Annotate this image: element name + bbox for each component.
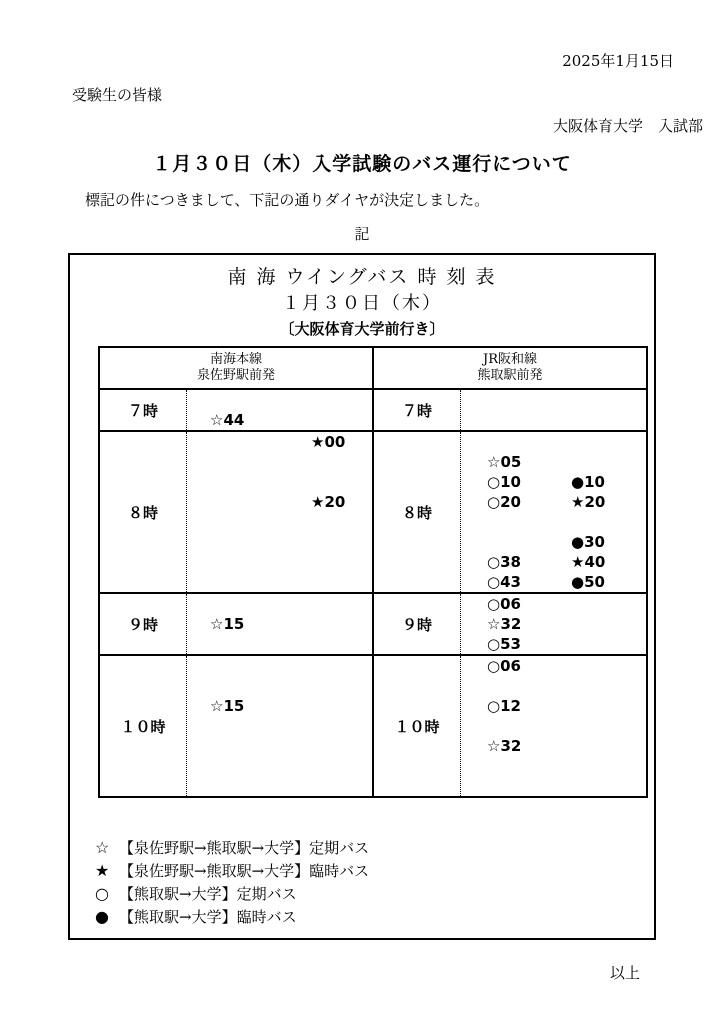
times-line bbox=[461, 410, 646, 430]
times-line bbox=[187, 716, 372, 736]
time-entry-empty bbox=[210, 452, 311, 472]
hour-label: ７時 bbox=[372, 390, 460, 430]
legend-label: 【熊取駅→大学】臨時バス bbox=[119, 908, 297, 926]
times-line bbox=[461, 512, 646, 532]
times-line bbox=[461, 572, 646, 592]
jr-times-cell bbox=[460, 656, 646, 796]
times-line bbox=[187, 736, 372, 756]
time-entry-empty bbox=[487, 716, 571, 736]
time-entry: ★20 bbox=[311, 493, 346, 511]
doc-body-text: 標記の件につきまして、下記の通りダイヤが決定しました。 bbox=[85, 191, 490, 209]
time-entry: ☆32 bbox=[487, 615, 522, 633]
times-line bbox=[461, 676, 646, 696]
time-entry: ☆15 bbox=[210, 615, 245, 633]
hour-label: １０時 bbox=[372, 656, 460, 796]
times-line bbox=[461, 594, 646, 614]
time-entry-empty bbox=[487, 776, 571, 796]
times-line bbox=[461, 390, 646, 410]
time-entry: ★00 bbox=[311, 433, 346, 451]
times-line bbox=[187, 634, 372, 654]
hour-label: ７時 bbox=[127, 401, 158, 420]
sender: 大阪体育大学 入試部 bbox=[552, 117, 703, 135]
time-entry: ●50 bbox=[571, 573, 605, 591]
time-entry-empty bbox=[210, 432, 311, 452]
time-entry-empty bbox=[487, 432, 571, 452]
times-line bbox=[461, 736, 646, 756]
time-entry: ○06 bbox=[487, 595, 521, 613]
times-line bbox=[187, 572, 372, 592]
legend-item bbox=[95, 905, 654, 928]
time-entry-empty bbox=[210, 716, 311, 736]
timetable-box bbox=[68, 253, 656, 940]
column-header bbox=[372, 348, 646, 388]
time-entry: ●30 bbox=[571, 533, 605, 551]
times-line bbox=[461, 776, 646, 796]
hour-label: ８時 bbox=[127, 503, 158, 522]
record-marker: 記 bbox=[354, 225, 370, 243]
legend-label: 【泉佐野駅→熊取駅→大学】定期バス bbox=[119, 839, 370, 857]
time-entry-empty bbox=[210, 776, 311, 796]
time-entry-empty bbox=[210, 552, 311, 572]
time-entry-empty bbox=[487, 676, 571, 696]
time-entry-empty bbox=[210, 756, 311, 776]
jr-times-cell bbox=[460, 432, 646, 592]
nankai-times-cell bbox=[186, 594, 372, 654]
time-entry: ○10 bbox=[487, 473, 521, 491]
time-entry-empty bbox=[487, 512, 571, 532]
timetable-table bbox=[98, 346, 648, 798]
time-entry-empty bbox=[210, 472, 311, 492]
legend bbox=[95, 836, 654, 928]
time-entry: ☆44 bbox=[210, 411, 245, 429]
timetable-date: １月３０日（木） bbox=[282, 293, 442, 314]
column-header bbox=[100, 348, 372, 388]
legend-item bbox=[95, 859, 654, 882]
time-entry-empty bbox=[487, 390, 571, 410]
black-circle-icon: ● bbox=[95, 907, 109, 926]
times-line bbox=[187, 614, 372, 634]
white-star-icon: ☆ bbox=[95, 838, 110, 857]
timetable-row bbox=[100, 388, 646, 430]
times-line bbox=[187, 410, 372, 430]
times-line bbox=[187, 532, 372, 552]
times-line bbox=[461, 716, 646, 736]
times-line bbox=[461, 452, 646, 472]
timetable-header bbox=[100, 348, 646, 388]
legend-label: 【泉佐野駅→熊取駅→大学】臨時バス bbox=[119, 862, 370, 880]
hour-label: ９時 bbox=[372, 594, 460, 654]
times-line bbox=[187, 676, 372, 696]
time-entry-empty bbox=[210, 594, 311, 614]
hour-label: １０時 bbox=[120, 717, 166, 736]
jr-times-cell bbox=[460, 390, 646, 430]
timetable-row bbox=[100, 430, 646, 592]
times-line bbox=[187, 512, 372, 532]
times-line bbox=[461, 614, 646, 634]
times-line bbox=[187, 390, 372, 410]
times-line bbox=[187, 552, 372, 572]
timetable-row bbox=[100, 654, 646, 796]
column-line-name: 南海本線 bbox=[209, 352, 262, 367]
time-entry: ★40 bbox=[571, 553, 606, 571]
time-entry-empty bbox=[210, 492, 311, 512]
time-entry-empty bbox=[210, 656, 311, 676]
time-entry: ☆05 bbox=[487, 453, 522, 471]
legend-label: 【熊取駅→大学】定期バス bbox=[119, 885, 297, 903]
column-station-name: 熊取駅前発 bbox=[477, 368, 543, 383]
salutation: 受験生の皆様 bbox=[72, 86, 163, 104]
nankai-times-cell bbox=[186, 656, 372, 796]
time-entry: ○53 bbox=[487, 635, 521, 653]
times-line bbox=[461, 656, 646, 676]
timetable-row bbox=[100, 592, 646, 654]
doc-title: １月３０日（木）入学試験のバス運行について bbox=[152, 153, 572, 175]
nankai-times-cell bbox=[186, 432, 372, 592]
times-line bbox=[187, 594, 372, 614]
times-line bbox=[187, 432, 372, 452]
time-entry: ○38 bbox=[487, 553, 521, 571]
times-line bbox=[187, 472, 372, 492]
time-entry-empty bbox=[487, 410, 571, 430]
times-line bbox=[461, 432, 646, 452]
time-entry: ●10 bbox=[571, 473, 605, 491]
times-line bbox=[461, 552, 646, 572]
time-entry-empty bbox=[210, 736, 311, 756]
times-line bbox=[461, 696, 646, 716]
times-line bbox=[187, 656, 372, 676]
legend-item bbox=[95, 882, 654, 905]
time-entry-empty bbox=[210, 532, 311, 552]
time-entry: ★20 bbox=[571, 493, 606, 511]
jr-times-cell bbox=[460, 594, 646, 654]
hour-label: ８時 bbox=[372, 432, 460, 592]
nankai-times-cell bbox=[186, 390, 372, 430]
times-line bbox=[461, 756, 646, 776]
column-line-name: JR阪和線 bbox=[483, 352, 537, 367]
time-entry-empty bbox=[210, 676, 311, 696]
time-entry: ☆32 bbox=[487, 737, 522, 755]
times-line bbox=[187, 492, 372, 512]
white-circle-icon: ○ bbox=[95, 884, 109, 903]
time-entry-empty bbox=[210, 512, 311, 532]
time-entry: ○12 bbox=[487, 697, 521, 715]
time-entry-empty bbox=[210, 634, 311, 654]
times-line bbox=[187, 776, 372, 796]
doc-date: 2025年1月15日 bbox=[562, 52, 674, 70]
times-line bbox=[461, 492, 646, 512]
timetable-destination: 〔大阪体育大学前行き〕 bbox=[279, 320, 445, 338]
time-entry: ☆15 bbox=[210, 697, 245, 715]
times-line bbox=[461, 634, 646, 654]
time-entry-empty bbox=[487, 532, 571, 552]
legend-item bbox=[95, 836, 654, 859]
times-line bbox=[187, 756, 372, 776]
times-line bbox=[187, 452, 372, 472]
hour-label: ９時 bbox=[127, 615, 158, 634]
time-entry-empty bbox=[210, 390, 311, 410]
time-entry: ○43 bbox=[487, 573, 521, 591]
times-line bbox=[461, 532, 646, 552]
time-entry: ○06 bbox=[487, 657, 521, 675]
time-entry-empty bbox=[487, 756, 571, 776]
black-star-icon: ★ bbox=[95, 861, 110, 880]
column-station-name: 泉佐野駅前発 bbox=[196, 368, 275, 383]
times-line bbox=[461, 472, 646, 492]
closing: 以上 bbox=[609, 964, 640, 982]
time-entry-empty bbox=[210, 572, 311, 592]
times-line bbox=[187, 696, 372, 716]
timetable-title: 南 海 ウイングバス 時 刻 表 bbox=[227, 266, 497, 288]
time-entry: ○20 bbox=[487, 493, 521, 511]
